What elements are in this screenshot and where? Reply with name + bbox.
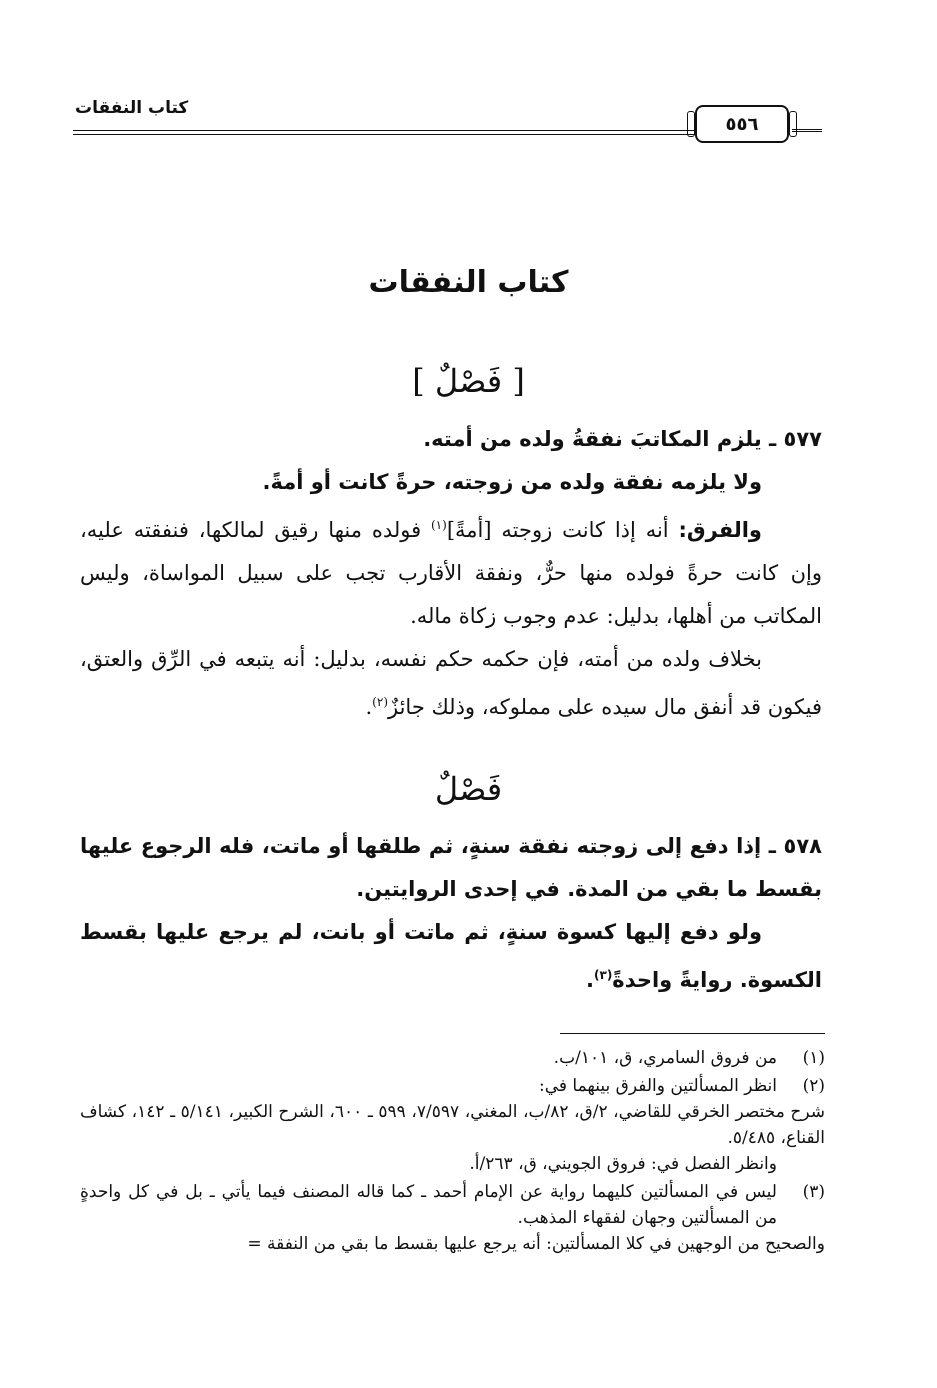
header-rule [792,129,822,132]
page-number [695,105,789,143]
footnote-ref: (١) [430,518,447,532]
explanation-text: بخلاف ولده من أمته، فإن حكمه حكم نفسه، بدليل: أنه يتبعه في الرِّق والعتق، فيكون قد أنفق مال سيده على مملوكه، وذلك جائزٌ [80,647,822,719]
header-rule [73,134,697,135]
chapter-title: كتاب النفقات [368,265,569,300]
footnote-number: (٢) [802,1076,825,1096]
contrast-text: ولو دفع إليها كسوة سنةٍ، ثم ماتت أو بانت، لم يرجع عليها بقسط الكسوة. روايةً واحدةً [80,920,822,992]
footnote-separator [560,1033,825,1034]
footnote-line: ليس في المسألتين كليهما رواية عن الإمام أحمد ـ كما قاله المصنف فيما يأتي ـ بل في كل واحدةٍ من المسألتين وجهان لفقهاء المذهب. [80,1182,777,1228]
section-578 [80,825,822,1002]
period: . [365,695,373,719]
footnote-ref: (٢) [372,695,388,709]
section-marker: فَصْلٌ [434,770,503,808]
difference-label: والفرق: [678,518,762,542]
footnotes [80,1045,825,1257]
section-577 [80,418,822,729]
rule-text: يلزم المكاتبَ نفقةُ ولده من أمته. [423,427,762,451]
header-rule [73,130,697,131]
footnote-number: (١) [802,1048,825,1068]
difference-paragraph [80,504,822,638]
footnote-number: (٣) [802,1182,825,1202]
footnote-line: انظر المسألتين والفرق بينهما في: [539,1076,777,1096]
footnote-line: شرح مختصر الخرقي للقاضي، ٢/ق، ٨٢/ب، المغني، ٧/٥٩٧، ٥٩٩ ـ ٦٠٠، الشرح الكبير، ٥/١٤١ ـ ١٤٢، كشاف القناع، ٥/٤٨٥. [80,1102,825,1148]
item-number: ٥٧٨ [783,834,822,858]
section-marker: [ فَصْلٌ ] [412,362,525,400]
item-number: ٥٧٧ [783,427,822,451]
contrast-578 [80,911,822,1002]
footnote-line: وانظر الفصل في: فروق الجويني، ق، ٢٦٣/أ. [469,1154,777,1174]
footnote-2 [80,1073,825,1177]
difference-text-2: فولده منها رقيق لمالكها، فنفقته عليه، وإن كانت حرةً فولده منها حرٌّ، ونفقة الأقارب تجب على سبيل المواساة، وليس المكاتب من أهلها، بدليل: عدم وجوب زكاة ماله. [80,518,822,628]
footnote-1 [80,1045,825,1071]
footnote-line: والصحيح من الوجهين في كلا المسألتين: أنه يرجع عليها بقسط ما بقي من النفقة = [247,1234,825,1254]
rule-578: ٥٧٨ ـ إذا دفع إلى زوجته نفقة سنةٍ، ثم طلقها أو ماتت، فله الرجوع عليها بقسط ما بقي من المدة. في إحدى الروايتين. [80,834,822,901]
footnote-body [80,1045,777,1071]
contrast-577: ولا يلزمه نفقة ولده من زوجته، حرةً كانت أو أمةً. [262,470,762,494]
footnote-body [80,1073,825,1177]
footnote-body [80,1179,825,1257]
period: . [586,968,594,992]
page-header [0,90,937,150]
difference-text: أنه إذا كانت زوجته [أمةً] [446,518,669,542]
running-title: كتاب النفقات [75,98,189,118]
footnote-ref: (٣) [594,968,613,982]
page-number-text: ٥٥٦ [725,113,759,135]
rule-text: إذا دفع إلى زوجته نفقة سنةٍ، ثم طلقها أو ماتت، فله الرجوع عليها بقسط ما بقي من المدة. في إحدى الروايتين. [80,834,822,901]
explanation-paragraph [80,638,822,729]
footnote-3 [80,1179,825,1257]
footnote-line: من فروق السامري، ق، ١٠١/ب. [553,1048,777,1068]
rule-577: ٥٧٧ ـ يلزم المكاتبَ نفقةُ ولده من أمته. [423,427,822,451]
